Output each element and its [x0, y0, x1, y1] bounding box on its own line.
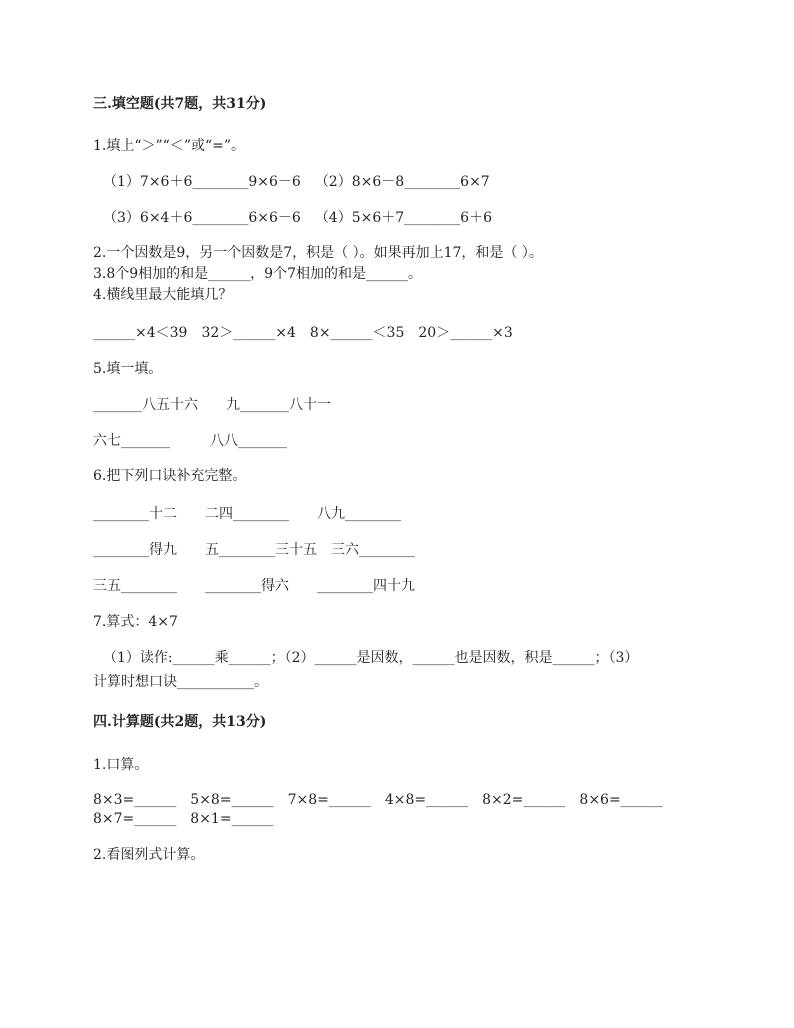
question-6-item-9: ________四十九: [317, 578, 415, 594]
question-2: 2.一个因数是9，另一个因数是7，积是（ ）。如果再加上17，和是（ ）。: [93, 245, 543, 261]
calc-question-1-row-2: [93, 810, 274, 828]
question-1-row-1: [103, 173, 490, 191]
question-5: 5.填一填。: [93, 361, 163, 377]
question-4-item-4: 20＞______×3: [418, 325, 513, 341]
calc-question-2: 2.看图列式计算。: [93, 847, 205, 863]
calc-item-4: 4×8=______: [384, 792, 469, 808]
calc-question-1-row-1: [93, 791, 663, 809]
question-6-item-1: ________十二: [93, 506, 177, 522]
question-3: 3.8个9相加的和是______，9个7相加的和是______。: [93, 266, 422, 282]
calc-item-3: 7×8=______: [287, 792, 371, 808]
question-6-item-3: 八九________: [317, 506, 401, 522]
calc-item-8: 8×1=______: [190, 811, 274, 827]
question-1: 1.填上“＞”“＜”或“=”。: [93, 138, 246, 154]
question-6: 6.把下列口诀补充完整。: [93, 468, 247, 484]
question-5-item-2: 九_______八十一: [226, 397, 331, 413]
question-6-item-8: ________得六: [205, 578, 289, 594]
question-1-row-2: [103, 209, 492, 227]
question-5-row-1: [93, 396, 331, 414]
question-7: 7.算式：4×7: [93, 614, 178, 630]
question-4-item-2: 32＞______×4: [201, 325, 296, 341]
section-title-calculation: 四.计算题(共2题，共13分): [93, 714, 267, 730]
question-5-row-2: [93, 432, 287, 450]
question-6-item-5: 五________三十五: [205, 542, 317, 558]
question-4-item-3: 8×______＜35: [309, 325, 405, 341]
question-5-item-4: 八八_______: [210, 433, 287, 449]
question-1-item-1: （1）7×6＋6________9×6－6: [103, 174, 301, 190]
question-6-row-1: [93, 505, 401, 523]
question-4-row: [93, 324, 513, 342]
question-1-item-3: （3）6×4＋6________6×6－6: [103, 210, 301, 226]
question-6-row-3: [93, 577, 415, 595]
calc-item-2: 5×8=______: [190, 792, 274, 808]
question-6-item-6: 三六________: [331, 542, 415, 558]
question-7-line-1: （1）读作:______乘______；（2）______是因数，______也是因数，积是______；（3）: [103, 650, 639, 666]
question-6-item-2: 二四________: [205, 506, 289, 522]
question-7-line-2: 计算时想口诀___________。: [93, 674, 268, 690]
question-6-item-7: 三五________: [93, 578, 177, 594]
section-title-fill-blank: 三.填空题(共7题，共31分): [93, 96, 267, 112]
question-4: 4.横线里最大能填几？: [93, 287, 233, 303]
question-5-item-3: 六七_______: [93, 433, 170, 449]
question-1-item-2: （2）8×6－8________6×7: [314, 174, 490, 190]
calc-question-1: 1.口算。: [93, 757, 149, 773]
question-1-item-4: （4）5×6＋7________6＋6: [314, 210, 492, 226]
calc-item-7: 8×7=______: [93, 811, 177, 827]
question-6-item-4: ________得九: [93, 542, 177, 558]
calc-item-1: 8×3=______: [93, 792, 177, 808]
calc-item-6: 8×6=______: [579, 792, 663, 808]
question-4-item-1: ______×4＜39: [93, 325, 188, 341]
question-5-item-1: _______八五十六: [93, 397, 198, 413]
calc-item-5: 8×2=______: [482, 792, 566, 808]
question-6-row-2: [93, 541, 415, 559]
